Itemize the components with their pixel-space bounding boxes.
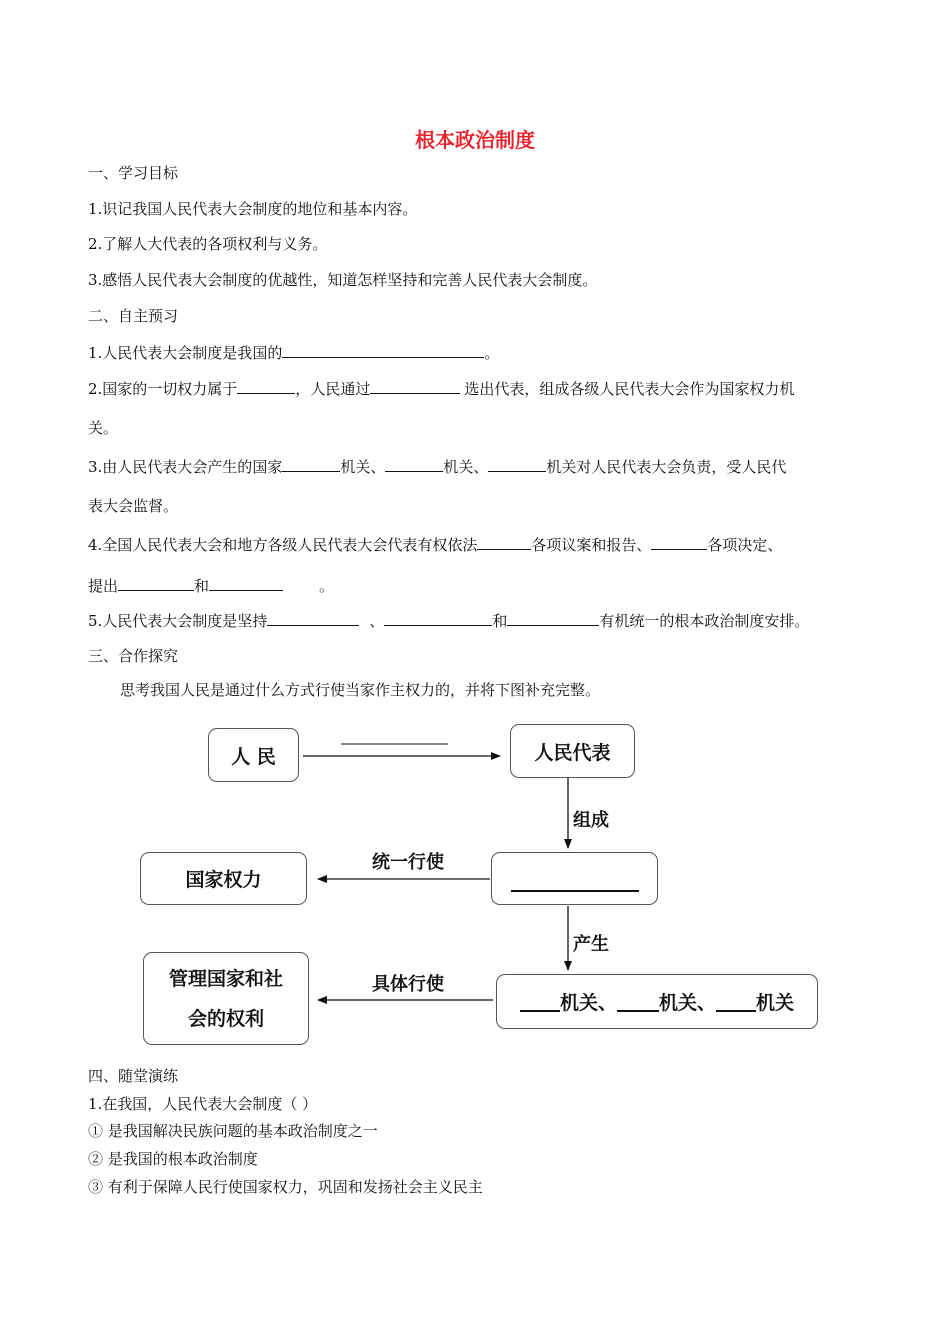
question-text: 。 xyxy=(484,344,500,362)
section-heading-practice: 四、随堂演练 xyxy=(88,1067,179,1085)
question-text: ，人民通过 xyxy=(295,380,371,398)
organ-label-2: 机关、 xyxy=(658,992,716,1014)
question-text: 机关对人民代表大会负责，受人民代 xyxy=(546,458,787,476)
question-text: 机关、 xyxy=(340,458,386,476)
question-text: 各项决定、 xyxy=(707,536,783,554)
goal-item-3: 3.感悟人民代表大会制度的优越性，知道怎样坚持和完善人民代表大会制度。 xyxy=(88,271,598,289)
question-text: 。 xyxy=(319,577,335,595)
diagram-answer-blank[interactable] xyxy=(511,872,639,892)
goal-item-1: 1.识记我国人民代表大会制度的地位和基本内容。 xyxy=(88,200,418,218)
section-heading-preview: 二、自主预习 xyxy=(88,307,179,325)
box-representatives: 人民代表 xyxy=(510,724,635,778)
question-text: 和 xyxy=(492,612,508,630)
question-text: 4.全国人民代表大会和地方各级人民代表大会代表有权依法 xyxy=(88,536,478,554)
practice-option-2: ② 是我国的根本政治制度 xyxy=(88,1150,258,1168)
question-text: 提出 xyxy=(88,577,119,595)
diagram-answer-blank[interactable] xyxy=(520,992,560,1012)
question-text: 选出代表，组成各级人民代表大会作为国家权力机 xyxy=(464,380,795,398)
question-text: 各项议案和报告、 xyxy=(531,536,652,554)
section-heading-goals: 一、学习目标 xyxy=(88,164,179,182)
question-text: 和 xyxy=(194,577,210,595)
diagram-answer-blank[interactable] xyxy=(716,992,756,1012)
label-compose: 组成 xyxy=(573,810,609,831)
preview-question-3-cont: 表大会监督。 xyxy=(88,497,179,515)
label-concrete-exercise: 具体行使 xyxy=(372,974,444,995)
question-text: 3.由人民代表大会产生的国家 xyxy=(88,458,283,476)
question-text: 2.国家的一切权力属于 xyxy=(88,380,238,398)
explore-prompt: 思考我国人民是通过什么方式行使当家作主权力的，并将下图补充完整。 xyxy=(120,681,601,699)
question-text: 5.人民代表大会制度是坚持 xyxy=(88,612,268,630)
box-people: 人 民 xyxy=(208,728,299,782)
question-text: 机关、 xyxy=(443,458,489,476)
practice-question-1: 1.在我国，人民代表大会制度（ ） xyxy=(88,1095,318,1113)
preview-question-2-cont: 关。 xyxy=(88,419,119,437)
manage-line-1: 管理国家和社 xyxy=(168,967,283,990)
label-produce: 产生 xyxy=(573,934,609,955)
box-manage-rights xyxy=(143,952,309,1045)
question-text: 、 xyxy=(369,612,385,630)
section-heading-explore: 三、合作探究 xyxy=(88,647,179,665)
box-congress-blank xyxy=(491,852,658,905)
practice-option-1: ① 是我国解决民族问题的基本政治制度之一 xyxy=(88,1122,378,1140)
organ-label-1: 机关、 xyxy=(559,992,617,1014)
box-state-power: 国家权力 xyxy=(140,852,307,905)
label-unify-exercise: 统一行使 xyxy=(372,852,444,873)
practice-option-3: ③ 有利于保障人民行使国家权力，巩固和发扬社会主义民主 xyxy=(88,1178,483,1196)
diagram-answer-blank[interactable] xyxy=(617,992,659,1012)
box-state-organs xyxy=(496,974,818,1029)
organ-label-3: 机关 xyxy=(756,992,795,1014)
manage-line-2: 会的权利 xyxy=(187,1007,264,1030)
question-text: 1.人民代表大会制度是我国的 xyxy=(88,344,283,362)
question-text: 有机统一的根本政治制度安排。 xyxy=(599,612,810,630)
goal-item-2: 2.了解人大代表的各项权利与义务。 xyxy=(88,235,328,253)
page-title: 根本政治制度 xyxy=(415,128,535,152)
